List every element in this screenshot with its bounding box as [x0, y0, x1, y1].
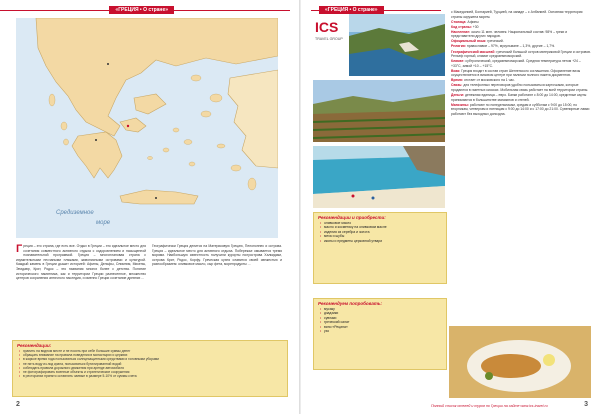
info-paragraph: Магазины: работают по понедельникам, средам и субботам с 9:00 до 15:00, по вторникам, четвергам и пятницам с 9:00 до 14:00 и с 17:00 до 21:00. Сувенирные лавки работают без выходных допоздна. — [451, 102, 590, 116]
food-box — [313, 298, 447, 370]
info-paragraph: Столица: Афины — [451, 19, 479, 24]
info-paragraph: Географический масштаб: греческий большой остров материковой Греции и островов. Рельеф горный, климат средиземноморский. — [451, 49, 591, 59]
intro-text-column-1 — [16, 244, 146, 281]
list-item: • узо — [324, 329, 442, 333]
beach-photo — [313, 146, 445, 208]
page-number: 2 — [16, 401, 20, 408]
footer-note: Полный список отелей и туров по Греции на сайте www.ics-travel.ru — [431, 404, 548, 408]
info-paragraph: Официальный язык: греческий. — [451, 39, 504, 44]
list-item: • не пить воду из-под крана, пользоваться бутилированной водой — [23, 362, 283, 366]
intro-text-column-2 — [152, 244, 282, 267]
page-header: «ГРЕЦИЯ • О стране» — [319, 6, 384, 14]
page-number: 3 — [584, 401, 588, 408]
recommendations-list — [13, 349, 287, 378]
country-info — [451, 10, 591, 320]
food-list — [314, 307, 446, 333]
list-item: • соблюдать правила дорожного движения при аренде автомобиля — [23, 366, 283, 370]
recommendations-box — [12, 340, 288, 397]
greece-map — [16, 18, 278, 238]
info-paragraph: Население: около 11 млн. человек. Национальный состав: 98% – греки и представители других народов. — [451, 29, 568, 39]
list-item: • масло и косметику на оливковом масле — [324, 225, 442, 229]
ics-logo — [313, 16, 343, 44]
list-item: • оливковое масло — [324, 221, 442, 225]
info-paragraph: Виза: Греция входит в состав стран Шенгенского соглашения. Оформление визы осуществляется в визовом центре при наличии полного пакета документов. — [451, 68, 581, 78]
food-photo — [449, 326, 591, 398]
drop-cap: Г — [16, 244, 23, 255]
map-graphic — [16, 18, 278, 238]
left-page — [0, 0, 299, 414]
list-item: • иконы и предметы церковной утвари — [324, 239, 442, 243]
info-paragraph: Деньги: денежная единица – евро. Банки работают с 8:00 до 14:00, кредитные карты принимаются в большинстве магазинов и отелей. — [451, 93, 587, 102]
list-item: • сувлаки — [324, 316, 442, 320]
list-item: • дзадзики — [324, 311, 442, 315]
recommendations-title: Рекомендации: — [17, 343, 52, 348]
shopping-list — [314, 221, 446, 243]
shopping-box — [313, 212, 447, 284]
list-item: • хранить на видном месте и не носить при себе большие суммы денег — [23, 349, 283, 353]
info-paragraph: Религия: православие – 97%, мусульмане – 1,3%, другие – 1,7%. — [451, 44, 556, 49]
right-page — [301, 0, 600, 414]
list-item: • обращать внимание на правила поведения в монастырях и церквях — [23, 353, 283, 357]
shopping-title: Рекомендации и приобрести: — [318, 215, 386, 220]
logo-text: ICS — [315, 19, 339, 35]
list-item: • в ресторанах принято оставлять чаевые в размере 5-10% от суммы счета — [23, 374, 283, 378]
list-item: • в жаркое время года пользоваться солнцезащитными средствами и головными уборами — [23, 357, 283, 361]
info-paragraph: Код страны: +30 — [451, 24, 479, 29]
info-paragraph: с Македонией, Болгарией, Турцией, на западе – с Албанией. Основная территория страны окружена морем. — [451, 10, 583, 19]
list-item: • вино «Рецина» — [324, 325, 442, 329]
logo-subtext: TRAVEL GROUP — [315, 37, 343, 41]
sea-label: море — [96, 220, 111, 226]
info-paragraph: Климат: субтропический, средиземноморский. Средняя температура летом +24 – +33°С, зимой +10 – +15°С. — [451, 59, 581, 68]
list-item: • меха и шубы — [324, 234, 442, 238]
geo-text: Географически Греция делится на Материковую Грецию, Пелопоннес и острова. Греция – идеальное место для активного отдыха. Побережье омывается тремя морями. Наибольшую известность получили курорты полуострова Халкидики, острова Крит, Родос, Корфу. Греческая кухня славится своей свежестью и разнообразием: оливковое масло, сыр фета, морепродукты ... — [152, 244, 282, 267]
list-item: • изделия из серебра и золота — [324, 230, 442, 234]
list-item: • не фотографировать военные объекты и стратегические сооружения — [23, 370, 283, 374]
list-item: • греческий салат — [324, 320, 442, 324]
info-paragraph: Время: отстает от московского на 1 час. — [451, 78, 515, 83]
food-title: Рекомендуем попробовать: — [318, 301, 383, 306]
sea-label: Средиземное — [56, 210, 94, 216]
coastline-photo — [349, 14, 445, 76]
vineyard-photo — [313, 80, 445, 142]
list-item: • мусаку — [324, 307, 442, 311]
intro-text: реция – это страна, где есть все. Отдых в Греции – это идеальное место для сочетания совместного активного отдыха с оздоровлением и насыщенной познавательной программой. Греция – многоплановая страна с изумительными песчаными пляжами, живописными островами и культурой. Каждый камень в Греции дышит историей: Афины, Дельфы, Олимпия, Микены, Эпидавр, Крит, Родос – это названия многих более с детства. Понятие исторического памятника, как и территории Греции разнесенное, множество центров сохранения античного наследия, и именно Греции сочетание древних ... — [16, 244, 146, 281]
page-header: «ГРЕЦИЯ • О стране» — [109, 6, 174, 14]
info-paragraph: Связь: для телефонных переговоров удобно пользоваться карточками, которые продаются в газетных киосках. Мобильная связь работает на всей территории страны. — [451, 83, 589, 92]
